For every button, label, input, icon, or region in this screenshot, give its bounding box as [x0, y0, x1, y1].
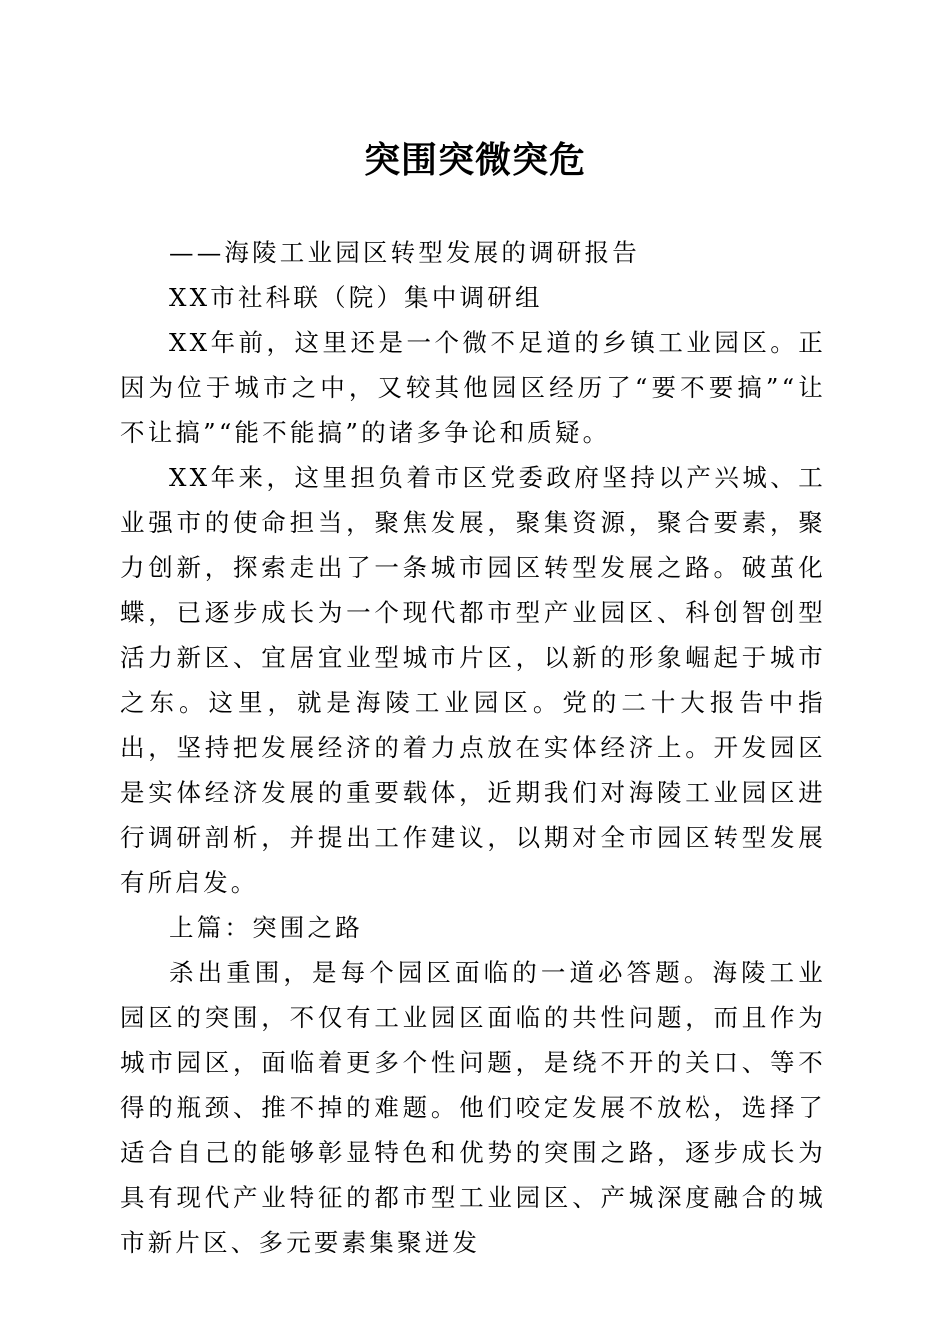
paragraph: 杀出重围，是每个园区面临的一道必答题。海陵工业园区的突围，不仅有工业园区面临的共性问题，而且作为城市园区，面临着更多个性问题，是绕不开的关口、等不得的瓶颈、推不掉的难题。他们咬定发展不放松，选择了适合自己的能够彰显特色和优势的突围之路，逐步成长为具有现代产业特征的都市型工业园区、产城深度融合的城市新片区、多元要素集聚迸发 [120, 958, 826, 1257]
document-body [120, 230, 826, 1265]
subtitle: ——海陵工业园区转型发展的调研报告 [169, 238, 640, 267]
paragraph: XX年前，这里还是一个微不足道的乡镇工业园区。正因为位于城市之中，又较其他园区经历了“要不要搞”“让不让搞”“能不能搞”的诸多争论和质疑。 [120, 328, 826, 447]
section-heading: 上篇：突围之路 [169, 913, 363, 942]
author-line: XX市社科联（院）集中调研组 [169, 283, 543, 312]
document-title: 突围突微突危 [363, 139, 586, 181]
paragraph: XX年来，这里担负着市区党委政府坚持以产兴城、工业强市的使命担当，聚焦发展，聚集资源，聚合要素，聚力创新，探索走出了一条城市园区转型发展之路。破茧化蝶，已逐步成长为一个现代都市型产业园区、科创智创型活力新区、宜居宜业型城市片区，以新的形象崛起于城市之东。这里，就是海陵工业园区。党的二十大报告中指出，坚持把发展经济的着力点放在实体经济上。开发园区是实体经济发展的重要载体，近期我们对海陵工业园区进行调研剖析，并提出工作建议，以期对全市园区转型发展有所启发。 [120, 463, 826, 897]
